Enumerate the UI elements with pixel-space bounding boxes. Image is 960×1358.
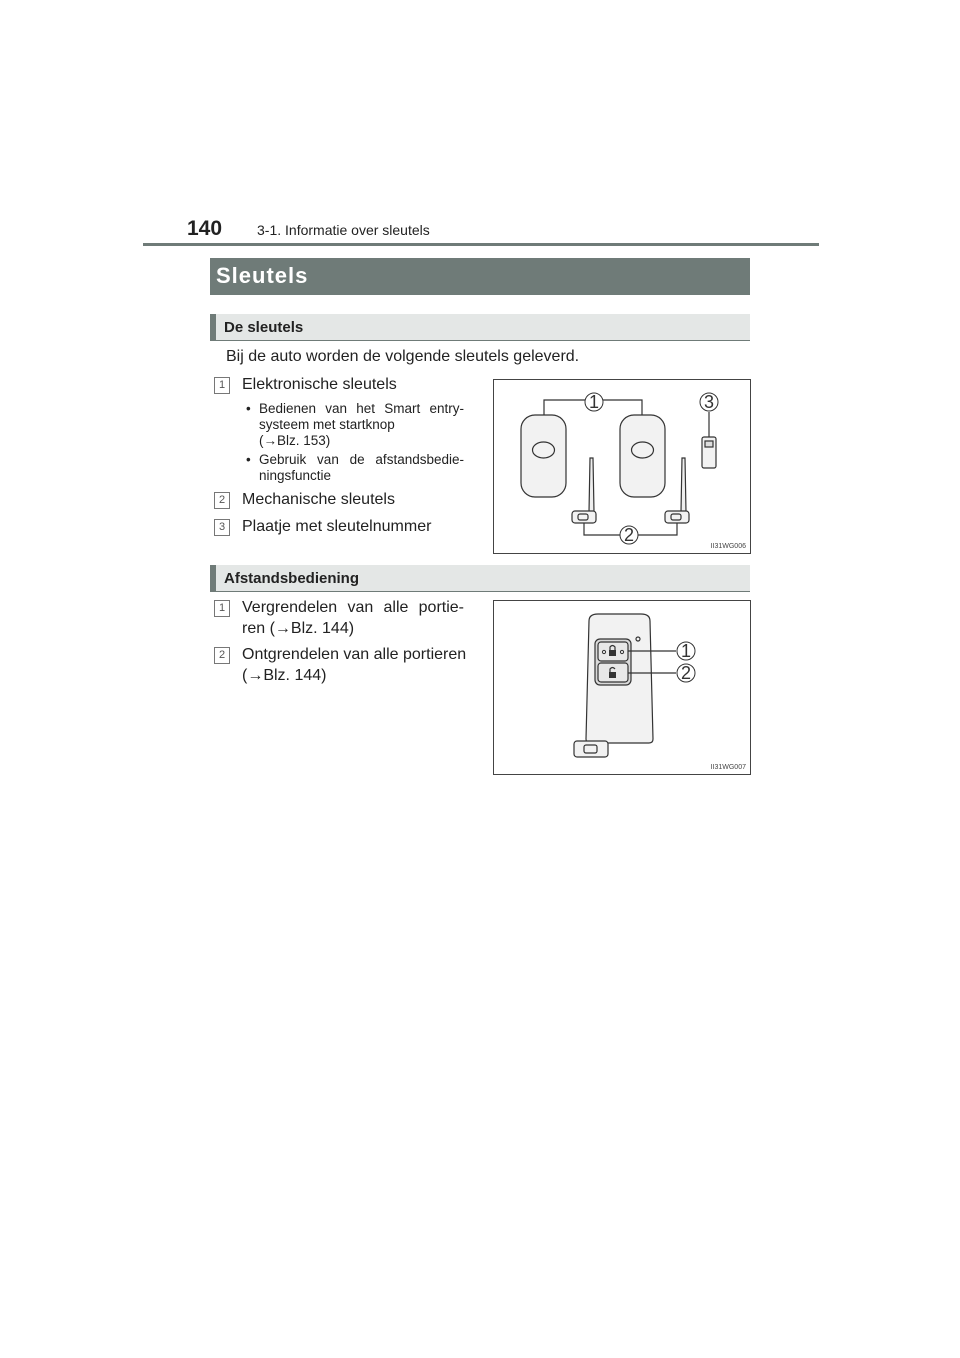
page-reference: (→Blz. 153) xyxy=(259,433,331,448)
item-label: Plaatje met sleutelnummer xyxy=(242,518,432,535)
bullet-text: Bedienen van het Smart entry- xyxy=(259,401,464,416)
section-marker xyxy=(210,314,216,340)
keys-figure xyxy=(493,379,751,554)
section-heading-bar xyxy=(210,565,750,592)
smart-key-icon xyxy=(521,415,566,497)
callout-number: 2 xyxy=(680,663,692,683)
section-heading: De sleutels xyxy=(224,319,304,336)
bullet-text: ningsfunctie xyxy=(259,468,332,483)
mechanical-key-icon xyxy=(681,458,686,512)
mechanical-key-head-icon xyxy=(574,741,608,757)
page-title-bar xyxy=(210,258,750,295)
section-marker xyxy=(210,565,216,591)
item-label: Elektronische sleutels xyxy=(242,376,397,393)
callout-number: 1 xyxy=(588,392,600,412)
mechanical-key-icon xyxy=(589,458,594,512)
section-heading-bar xyxy=(210,314,750,341)
section-intro: Bij de auto worden de volgende sleutels geleverd. xyxy=(226,348,580,365)
bullet: • xyxy=(246,452,251,467)
section-heading: Afstandsbediening xyxy=(224,570,360,587)
item-number: 2 xyxy=(214,492,230,509)
callout-number: 2 xyxy=(623,525,635,545)
page-title: Sleutels xyxy=(216,263,309,288)
item-number: 3 xyxy=(214,519,230,536)
callout-number: 1 xyxy=(680,641,692,661)
unlock-icon xyxy=(609,672,616,678)
page-number: 140 xyxy=(187,217,223,240)
bullet-text: systeem met startknop xyxy=(259,417,395,432)
item-number: 1 xyxy=(214,600,230,617)
lock-icon xyxy=(609,650,616,656)
figure-code: II31WG007 xyxy=(710,764,746,771)
item-label: ren (→Blz. 144) xyxy=(242,620,355,637)
keys-illustration xyxy=(494,380,750,553)
figure-code: II31WG006 xyxy=(710,543,746,550)
header-rule xyxy=(143,243,819,246)
mechanical-key-head-icon xyxy=(665,511,689,523)
remote-figure xyxy=(493,600,751,775)
item-label: Vergrendelen van alle portie- xyxy=(242,599,464,616)
item-label: Ontgrendelen van alle portieren xyxy=(242,646,467,663)
bullet-text: Gebruik van de afstandsbedie- xyxy=(259,452,464,467)
callout-number: 3 xyxy=(703,392,715,412)
item-number: 1 xyxy=(214,377,230,394)
mechanical-key-head-icon xyxy=(572,511,596,523)
bullet: • xyxy=(246,401,251,416)
smart-key-icon xyxy=(620,415,665,497)
chapter-title: 3-1. Informatie over sleutels xyxy=(257,222,430,238)
item-number: 2 xyxy=(214,647,230,664)
item-label: (→Blz. 144) xyxy=(242,667,327,684)
item-label: Mechanische sleutels xyxy=(242,491,395,508)
remote-illustration xyxy=(494,601,750,774)
